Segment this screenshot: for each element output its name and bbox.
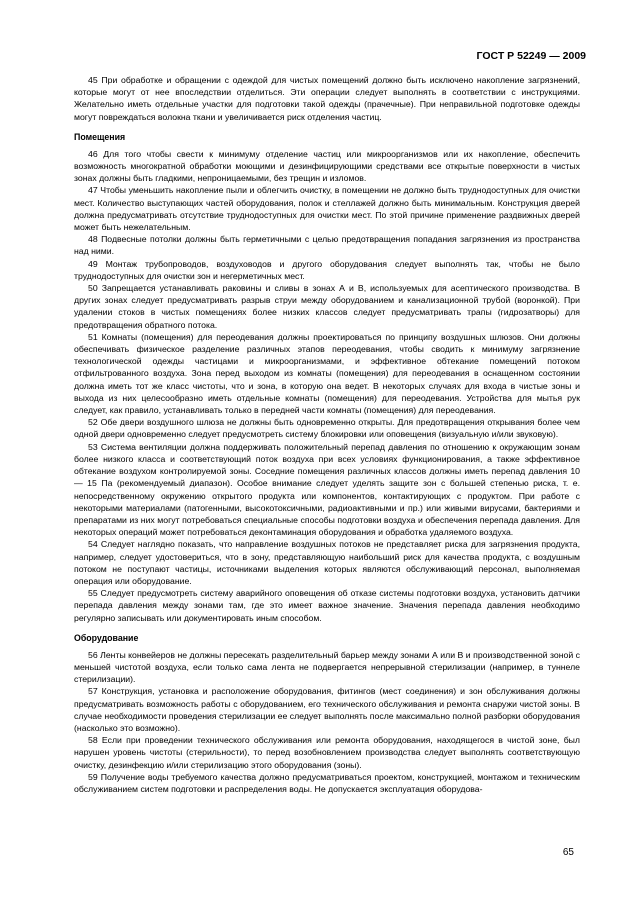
paragraph: 52 Обе двери воздушного шлюза не должны быть одновременно открыты. Для предотвращения открывания более чем одной двери одновременно следует предусмотреть систему блокировки или оповещения (визуальную и/или звуковую). bbox=[74, 417, 580, 440]
paragraph: 55 Следует предусмотреть систему аварийного оповещения об отказе системы подготовки воздуха, установить датчики перепада давления между зонами там, где это имеет важное значение. Значения перепада давления необходимо регулярно записывать или документировать иным способом. bbox=[74, 588, 580, 623]
paragraph: 53 Система вентиляции должна поддерживать положительный перепад давления по отношению к окружающим зонам более низкого класса и соответствующий поток воздуха при всех условиях функционирования, а также эффективное обтекание воздухом контролируемой зоны. Соседние помещения различных классов должны иметь перепад давления 10 — 15 Па (рекомендуемый диапазон). Особое внимание следует уделять защите зон с большей степенью риска, т. е. непосредственному окружению открытого продукта или компонентов, контактирующих с продуктом. При работе с некоторыми материалами (патогенными, высокотоксичными, радиоактивными и пр.) или живыми вирусами, бактериями и препаратами из них могут потребоваться специальные способы подготовки воздуха и обеспечения перепада давления. Для некоторых операций может потребоваться деконтаминация оборудования и обработка удаляемого воздуха. bbox=[74, 441, 580, 538]
paragraph: 58 Если при проведении технического обслуживания или ремонта оборудования, находящегося в чистой зоне, был нарушен уровень чистоты (стерильности), то перед возобновлением производства следует выполнять соответствующую очистку, дезинфекцию и/или стерилизацию этого оборудования (зоны). bbox=[74, 735, 580, 770]
page-number: 65 bbox=[562, 847, 574, 858]
paragraph: 45 При обработке и обращении с одеждой для чистых помещений должно быть исключено накопление загрязнений, которые могут от нее впоследствии отделиться. Эти операции следует выполнять в соответствии с инструкциями. Желательно иметь отдельные участки для подготовки такой одежды (прачечные). При неправильной подготовке одежды могут повреждаться волокна ткани и увеличивается риск отделения частиц. bbox=[74, 75, 580, 122]
paragraph: 50 Запрещается устанавливать раковины и сливы в зонах А и В, используемых для асептического производства. В других зонах следует предусматривать разрыв струи между оборудованием и канализационной трубой (воронкой). При удалении стоков в чистых помещениях более низких классов следует предусматривать трапы (гидрозатворы) для предотвращения обратного потока. bbox=[74, 283, 580, 330]
paragraph: 54 Следует наглядно показать, что направление воздушных потоков не представляет риска для загрязнения продукта, например, следует удостовериться, что в зону, представляющую наибольший риск для качества продукта, с воздушным потоком не поступают частицы, источниками выделения которых являются обслуживающий персонал, выполняемая операция или оборудование. bbox=[74, 539, 580, 586]
section-heading: Оборудование bbox=[74, 632, 139, 643]
paragraph: 47 Чтобы уменьшить накопление пыли и облегчить очистку, в помещении не должно быть труднодоступных для очистки мест. Количество выступающих частей оборудования, полок и стеллажей должно быть минимальным. Конструкция дверей должна предусматривать отсутствие труднодоступных для очистки мест. По этой причине применение раздвижных дверей может быть нежелательным. bbox=[74, 185, 580, 233]
section-heading: Помещения bbox=[74, 131, 126, 142]
paragraph: 51 Комнаты (помещения) для переодевания должны проектироваться по принципу воздушных шлюзов. Они должны обеспечивать физическое разделение различных этапов переодевания, чтобы сводить к минимуму загрязнение технологической одежды частицами и микроорганизмами, и эффективное обтекание помещений потоком отфильтрованного воздуха. Зона перед выходом из комнаты (помещения) для переодевания в оснащенном состоянии должна иметь тот же класс чистоты, что и зона, в которую она ведет. В некоторых случаях для входа в чистые зоны и выхода из них целесообразно иметь отдельные комнаты (помещения) для переодевания. Устройства для мытья рук следует, как правило, устанавливать только в передней части комнаты (помещения) для переодевания. bbox=[74, 331, 580, 416]
paragraph: 57 Конструкция, установка и расположение оборудования, фитингов (мест соединения) и зон обслуживания должны предусматривать возможность работы с оборудованием, его технического обслуживания и ремонта снаружи чистой зоны. В случае необходимости проведения стерилизации ее следует выполнять после максимально полной разборки оборудования (насколько это возможно). bbox=[74, 686, 580, 733]
standard-header: ГОСТ Р 52249 — 2009 bbox=[476, 50, 586, 62]
paragraph: 49 Монтаж трубопроводов, воздуховодов и другого оборудования следует выполнять так, чтобы не было труднодоступных для очистки зон и негерметичных мест. bbox=[74, 258, 580, 281]
paragraph: 48 Подвесные потолки должны быть герметичными с целью предотвращения попадания загрязнения из пространства над ними. bbox=[74, 234, 580, 257]
paragraph: 46 Для того чтобы свести к минимуму отделение частиц или микроорганизмов или их накопление, обеспечить возможность многократной обработки моющими и дезинфицирующими средствами все открытые поверхности в чистых зонах должны быть гладкими, непроницаемыми, без трещин и изломов. bbox=[74, 148, 580, 184]
paragraph: 56 Ленты конвейеров не должны пересекать разделительный барьер между зонами А или В и производственной зоной с меньшей чистотой воздуха, если только сама лента не подвергается непрерывной стерилизации (например, в туннеле стерилизации). bbox=[74, 649, 580, 685]
document-body bbox=[74, 74, 580, 795]
paragraph: 59 Получение воды требуемого качества должно предусматриваться проектом, конструкцией, монтажом и техническим обслуживанием систем подготовки и распределения воды. Не допускается эксплуатация оборудова- bbox=[74, 771, 580, 794]
